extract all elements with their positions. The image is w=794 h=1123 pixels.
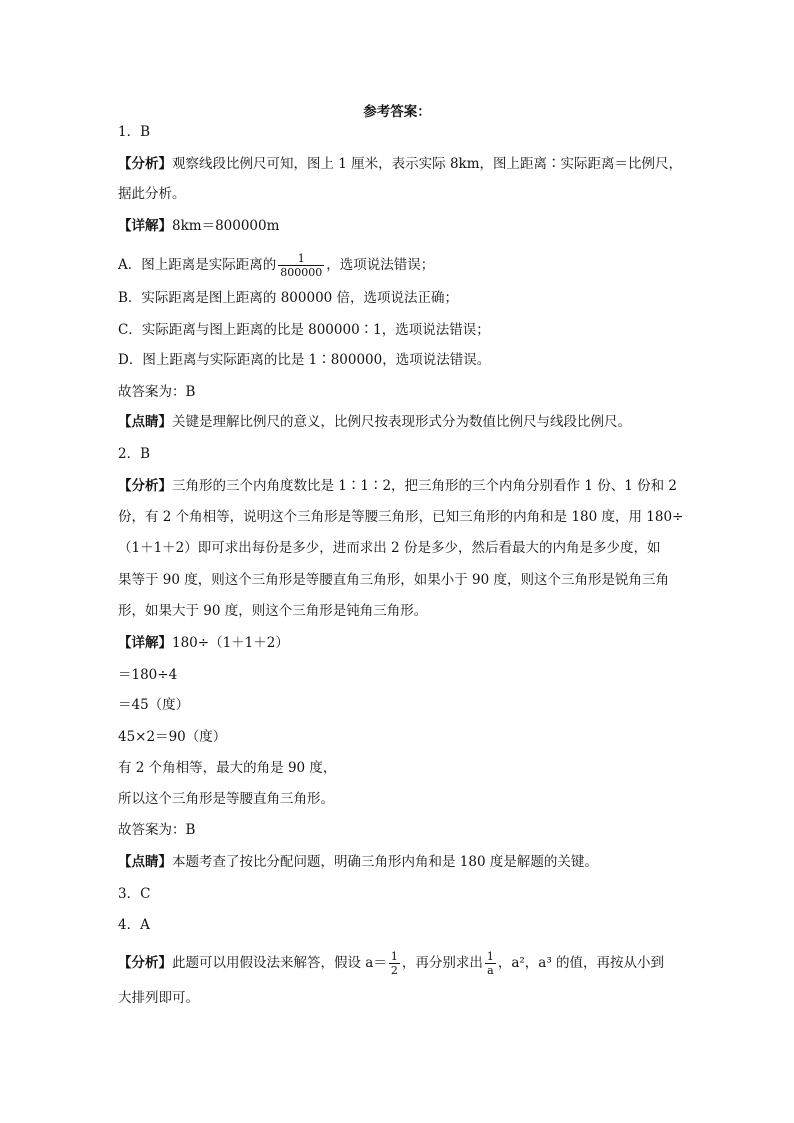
q2-detail-line-6: 所以这个三角形是等腰直角三角形。 — [118, 791, 334, 807]
detail-tag: 【详解】 — [118, 218, 172, 234]
q1-option-d: D．图上距离与实际距离的比是 1∶800000，选项说法错误。 — [118, 352, 491, 368]
q2-analysis-line-3: （1＋1＋2）即可求出每份是多少，进而求出 2 份是多少，然后看最大的内角是多少度，如 — [118, 540, 661, 556]
analysis-tag: 【分析】 — [118, 156, 172, 172]
q2-analysis-line-4: 果等于 90 度，则这个三角形是等腰直角三角形，如果小于 90 度，则这个三角形是锐角三角 — [118, 572, 670, 588]
q2-analysis-line-5: 形，如果大于 90 度，则这个三角形是钝角三角形。 — [118, 603, 428, 619]
q2-detail-line-5: 有 2 个角相等，最大的角是 90 度， — [118, 760, 337, 776]
q4-a-fraction — [389, 950, 400, 977]
q4-analysis-post: ，a²，a³ 的值，再按从小到 — [497, 955, 665, 971]
q1-tip-text: 关键是理解比例尺的意义，比例尺按表现形式分为数值比例尺与线段比例尺。 — [172, 414, 631, 430]
q1-detail-text: 8km＝800000m — [172, 218, 280, 234]
q1-option-a-fraction — [278, 252, 324, 279]
q1-detail-line — [118, 216, 279, 236]
q2-detail-line-3: ＝45（度） — [118, 697, 190, 713]
q2-tip-text: 本题考查了按比分配问题，明确三角形内角和是 180 度是解题的关键。 — [172, 854, 598, 870]
q1-option-a — [118, 252, 434, 279]
tip-tag: 【点睛】 — [118, 414, 172, 430]
detail-tag: 【详解】 — [118, 635, 172, 651]
q2-detail-line-2: ＝180÷4 — [118, 667, 178, 683]
q1-analysis-line-2: 据此分析。 — [118, 186, 186, 202]
q2-detail-text-1: 180÷（1＋1＋2） — [172, 635, 289, 651]
q2-detail-line-4: 45×2＝90（度） — [118, 729, 227, 745]
q1-option-c: C．实际距离与图上距离的比是 800000∶1，选项说法错误； — [118, 322, 490, 338]
analysis-tag: 【分析】 — [118, 955, 172, 971]
q1-tip-line — [118, 412, 631, 432]
q4-analysis-line-1 — [118, 950, 664, 977]
q1-option-b: B．实际距离是图上距离的 800000 倍，选项说法正确； — [118, 290, 459, 306]
q1-answer: 故答案为：B — [118, 384, 196, 400]
q1-option-a-post: ，选项说法错误； — [326, 257, 435, 273]
analysis-tag: 【分析】 — [118, 478, 172, 494]
q2-tip-line — [118, 852, 598, 872]
tip-tag: 【点睛】 — [118, 854, 172, 870]
q1-number: 1．B — [118, 124, 151, 140]
q2-number: 2．B — [118, 446, 151, 462]
q3-number: 3．C — [118, 886, 151, 902]
q2-analysis-text-1: 三角形的三个内角度数比是 1∶1∶2，把三角形的三个内角分别看作 1 份、1 份和 2 — [172, 478, 677, 494]
fraction-numerator: 1 — [297, 252, 305, 265]
q2-answer: 故答案为：B — [118, 822, 196, 838]
fraction-denominator: 800000 — [280, 266, 323, 279]
q4-number: 4．A — [118, 917, 150, 933]
fraction-denominator: a — [485, 963, 496, 977]
page-title: 参考答案： — [363, 104, 431, 120]
q1-analysis-line-1 — [118, 154, 682, 174]
q4-analysis-line-2: 大排列即可。 — [118, 990, 199, 1006]
q4-inverse-fraction — [485, 950, 496, 977]
fraction-denominator: 2 — [390, 964, 398, 977]
q1-option-a-pre: A．图上距离是实际距离的 — [118, 257, 277, 273]
q4-analysis-mid: ，再分别求出 — [401, 955, 483, 971]
q2-analysis-line-2: 份，有 2 个角相等，说明这个三角形是等腰三角形，已知三角形的内角和是 180 度，用 180÷ — [118, 509, 684, 525]
q1-analysis-text-1: 观察线段比例尺可知，图上 1 厘米，表示实际 8km，图上距离∶实际距离＝比例尺， — [172, 156, 683, 172]
q2-analysis-line-1 — [118, 476, 677, 496]
fraction-numerator: 1 — [390, 950, 398, 963]
q2-detail-line-1 — [118, 633, 289, 653]
q4-analysis-pre: 此题可以用假设法来解答，假设 a＝ — [172, 955, 387, 971]
fraction-numerator: 1 — [486, 950, 494, 963]
